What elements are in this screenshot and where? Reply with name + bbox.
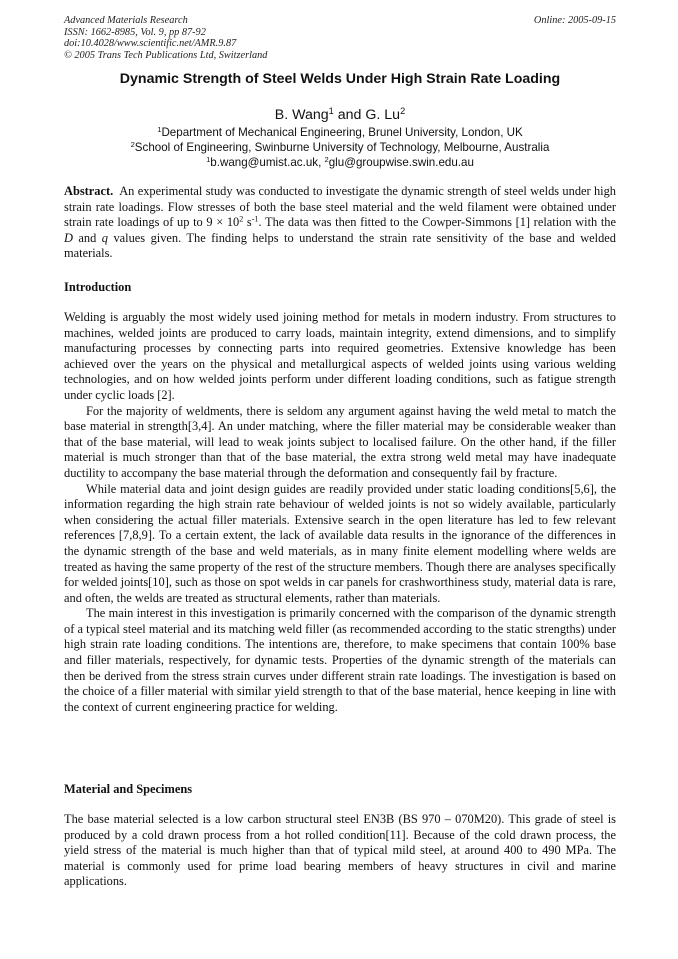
- email-1-sup: 1: [206, 154, 211, 164]
- intro-paragraph-2: For the majority of weldments, there is seldom any argument against having the weld metal to match the base material in strength[3,4]. An under matching, where the filler material may be considerable weaker than that of the base material, will lead to weak joints subject to localised failure. On the other hand, if the filler material is much stronger than that of the base material, the extra strong weld metal may have inadequate ductility to accompany the base material through the deformation and consequently fail by fracture.: [64, 403, 616, 480]
- author-conjunction: and: [333, 107, 366, 123]
- abstract-var-q: q: [101, 230, 108, 245]
- abstract-exponent-2: -1: [251, 214, 259, 224]
- author-1: B. Wang: [274, 107, 329, 123]
- online-date: Online: 2005-09-15: [533, 15, 616, 26]
- abstract-text-4: values given. The finding helps to understand the strain rate sensitivity of the base and welded materials.: [64, 230, 616, 261]
- author-2-sup: 2: [400, 105, 406, 116]
- journal-name: Advanced Materials Research: [64, 15, 188, 26]
- section-heading-materials: Material and Specimens: [64, 782, 193, 796]
- affiliation-1-sup: 1: [157, 124, 162, 134]
- affiliation-1-text: Department of Mechanical Engineering, Brunel University, London, UK: [161, 126, 523, 139]
- doi-line: doi:10.4028/www.scientific.net/AMR.9.87: [64, 38, 237, 50]
- affiliation-2-sup: 2: [130, 139, 135, 149]
- abstract-and: and: [72, 230, 102, 245]
- abstract: [64, 184, 616, 262]
- issn-line: ISSN: 1662-8985, Vol. 9, pp 87-92: [64, 26, 206, 38]
- email-1: b.wang@umist.ac.uk,: [210, 156, 325, 169]
- abstract-label: Abstract.: [64, 184, 114, 198]
- materials-body: [64, 812, 616, 890]
- author-1-sup: 1: [328, 105, 334, 116]
- affiliation-2: [64, 140, 616, 155]
- copyright-line: © 2005 Trans Tech Publications Ltd, Switzerland: [64, 49, 268, 61]
- intro-paragraph-3: While material data and joint design guides are readily provided under static loading conditions[5,6], the information regarding the high strain rate behaviour of welded joints is not so widely available, particularly when considering the actual filler materials. Extensive search in the open literature has led to few relevant references [7,8,9]. To a certain extent, the lack of available data results in the ignorance of the differences in the dynamic strength of the base and weld materials, as in many finite element modelling where welds are treated as having the same property of the rest of the structure members. Though there are analyses specifically for welded joints[10], such as those on spot welds in car panels for crashworthiness study, material data is rare, and often, the welds are treated as structural elements, rather than materials.: [64, 481, 616, 605]
- abstract-var-d: D: [64, 230, 73, 245]
- abstract-text-1: An experimental study was conducted to investigate the dynamic strength of steel welds under high strain rate loadings. Flow stresses of both the base steel material and the weld filament were obtained under strain rate loadings of up to 9 × 10: [64, 184, 617, 230]
- section-heading-introduction: Introduction: [64, 280, 132, 294]
- introduction-body: [64, 310, 616, 715]
- email-2: glu@groupwise.swin.edu.au: [328, 156, 474, 169]
- intro-paragraph-1: Welding is arguably the most widely used joining method for metals in modern industry. From structures to machines, welded joints are produced to carry loads, maintain integrity, extend dimensions, and to simplify manufacturing processes by connecting parts into required geometries. Extensive knowledge has been achieved over the years on the physical and metallurgical aspects of welded joints using various welding technologies, and on how welded joints perform under different loading conditions, such as fatigue strength under cyclic loads [2].: [64, 310, 616, 402]
- materials-paragraph-1: The base material selected is a low carbon structural steel EN3B (BS 970 – 070M20). This grade of steel is produced by a cold drawn process from a hot rolled condition[11]. Because of the cold drawn process, the yield stress of the material is much higher than that of typical mild steel, at around 400 to 490 MPa. The material is commonly used for prime load bearing members of heavy structures in civil and marine applications.: [64, 812, 616, 889]
- author-line: [64, 107, 616, 123]
- email-line: [64, 155, 616, 170]
- affiliation-1: [64, 125, 616, 140]
- author-2: G. Lu: [365, 107, 401, 123]
- email-2-sup: 2: [324, 154, 329, 164]
- paper-title: Dynamic Strength of Steel Welds Under High Strain Rate Loading: [119, 71, 561, 87]
- journal-header: [64, 15, 616, 61]
- intro-paragraph-4: The main interest in this investigation is primarily concerned with the comparison of the dynamic strength of a typical steel material and its matching weld filler (as recommended according to the static strengths) under high strain rate loading conditions. The intentions are, therefore, to make specimens that contain 100% base and filler materials, respectively, for dynamic tests. Properties of the dynamic strength of the materials can then be derived from the stress strain curves under different strain rate loadings. The investigation is based on the choice of a filler material with similar yield strength to that of the base material, hence keeping in line with the context of current engineering practice for welding.: [64, 606, 616, 714]
- abstract-exponent-1: 2: [239, 214, 244, 224]
- abstract-text-3: . The data was then fitted to the Cowper-Simmons [1] relation with the: [258, 215, 617, 230]
- affiliation-2-text: School of Engineering, Swinburne University of Technology, Melbourne, Australia: [134, 141, 550, 154]
- abstract-text-2: s: [243, 215, 252, 230]
